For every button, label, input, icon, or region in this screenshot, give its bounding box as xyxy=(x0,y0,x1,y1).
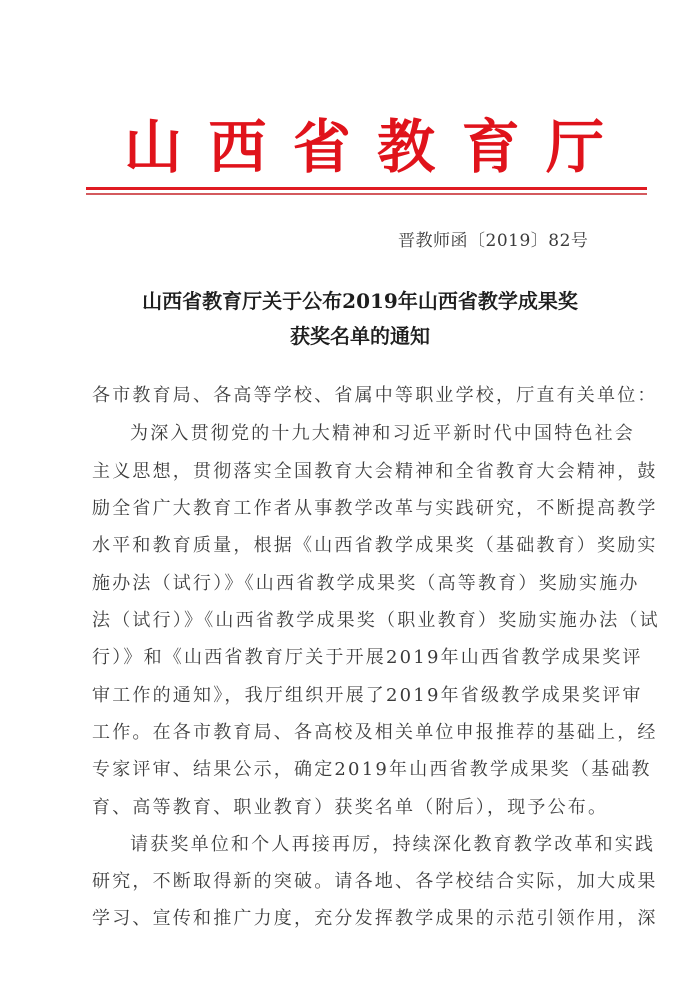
masthead-char: 厅 xyxy=(545,113,604,181)
masthead-char: 山 xyxy=(124,113,183,181)
body-line: 行）》和《山西省教育厅关于开展2019年山西省教学成果奖评 xyxy=(92,647,643,668)
salutation: 各市教育局、各高等学校、省属中等职业学校，厅直有关单位： xyxy=(92,385,658,406)
body-line: 工作。在各市教育局、各高校及相关单位申报推荐的基础上，经 xyxy=(92,722,658,743)
issuer-masthead xyxy=(124,112,604,182)
body-line: 法（试行）》《山西省教学成果奖（职业教育）奖励实施办法（试 xyxy=(92,610,660,631)
body-line: 水平和教育质量，根据《山西省教学成果奖（基础教育）奖励实 xyxy=(92,535,658,556)
body-line: 励全省广大教育工作者从事教学改革与实践研究，不断提高教学 xyxy=(92,498,658,519)
body-line: 学习、宣传和推广力度，充分发挥教学成果的示范引领作用，深 xyxy=(92,908,658,929)
document-title-line-2: 获奖名单的通知 xyxy=(290,324,430,348)
body-line: 施办法（试行）》《山西省教学成果奖（高等教育）奖励实施办 xyxy=(92,573,640,594)
masthead-char: 西 xyxy=(208,113,267,181)
body-line: 请获奖单位和个人再接再厉，持续深化教育教学改革和实践 xyxy=(130,834,656,855)
masthead-char: 教 xyxy=(377,113,436,181)
body-line: 专家评审、结果公示，确定2019年山西省教学成果奖（基础教 xyxy=(92,759,652,780)
document-number: 晋教师函〔2019〕82号 xyxy=(398,231,589,251)
document-title-line-1: 山西省教育厅关于公布2019年山西省教学成果奖 xyxy=(142,289,578,313)
masthead-char: 育 xyxy=(461,113,520,181)
body-line: 育、高等教育、职业教育）获奖名单（附后），现予公布。 xyxy=(92,797,609,818)
header-divider-thin xyxy=(86,193,647,195)
body-line: 主义思想，贯彻落实全国教育大会精神和全省教育大会精神，鼓 xyxy=(92,461,658,482)
body-line: 审工作的通知》，我厅组织开展了2019年省级教学成果奖评审 xyxy=(92,685,643,706)
header-divider-thick xyxy=(86,187,647,190)
masthead-char: 省 xyxy=(292,113,351,181)
body-line: 为深入贯彻党的十九大精神和习近平新时代中国特色社会 xyxy=(130,423,635,444)
body-line: 研究，不断取得新的突破。请各地、各学校结合实际，加大成果 xyxy=(92,871,658,892)
